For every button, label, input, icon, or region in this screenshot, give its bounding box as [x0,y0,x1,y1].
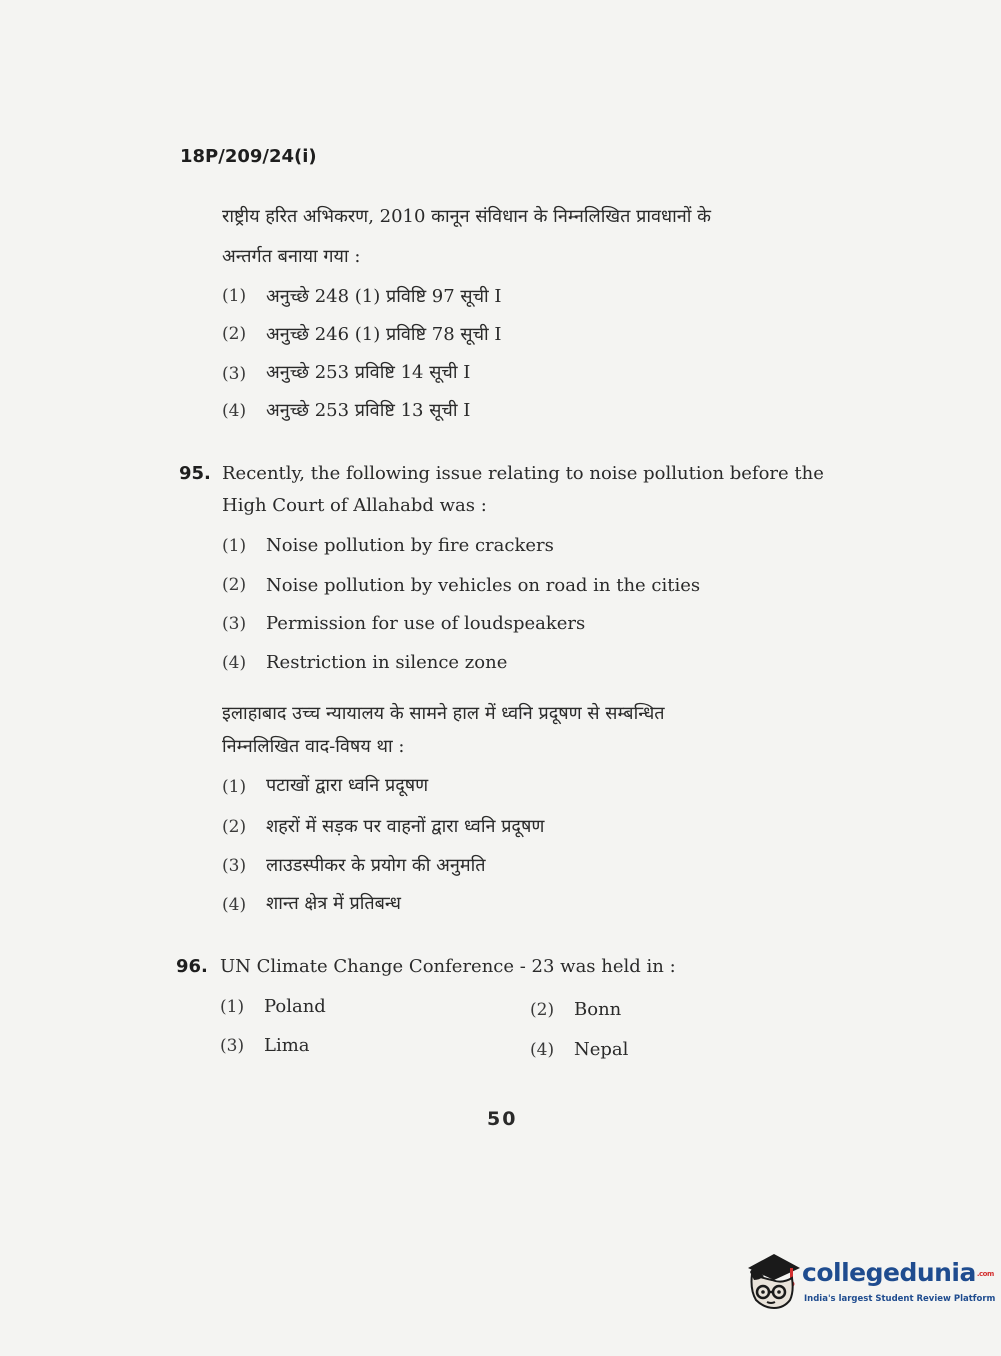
q96-opt4-num: (4) [530,1040,555,1060]
q96-opt1-num: (1) [220,997,245,1017]
q95-hindi-opt1-text: पटाखों द्वारा ध्वनि प्रदूषण [266,775,429,796]
q95-opt4-num: (4) [222,653,247,673]
q96-opt4-text: Nepal [574,1039,629,1060]
q95-opt3-text: Permission for use of loudspeakers [266,613,586,634]
brand-suffix: .com [976,1270,994,1278]
q94-opt3-num: (3) [222,364,247,384]
q95-hindi-opt2-num: (2) [222,817,247,837]
q94-hindi-line2: अन्तर्गत बनाया गया : [222,246,361,267]
q96-opt2-num: (2) [530,1000,555,1020]
q96-opt3-num: (3) [220,1036,245,1056]
mascot-icon [742,1250,804,1312]
q95-opt3-num: (3) [222,614,247,634]
q95-number: 95. [179,463,211,484]
paper-code: 18P/209/24(i) [180,146,317,167]
q94-opt1-text: अनुच्छे 248 (1) प्रविष्टि 97 सूची I [266,286,502,307]
page-number: 50 [487,1108,518,1130]
q95-opt1-text: Noise pollution by fire crackers [266,535,554,556]
q95-hindi-opt1-num: (1) [222,777,247,797]
q95-opt4-text: Restriction in silence zone [266,652,508,673]
q95-hindi-opt4-text: शान्त क्षेत्र में प्रतिबन्ध [266,893,401,914]
q96-opt2-text: Bonn [574,999,622,1020]
q95-hindi-opt3-text: लाउडस्पीकर के प्रयोग की अनुमति [266,855,486,876]
q95-hindi-opt2-text: शहरों में सड़क पर वाहनों द्वारा ध्वनि प्रदूषण [266,816,545,837]
q95-hindi-opt4-num: (4) [222,895,247,915]
q96-number: 96. [176,956,208,977]
q95-line2: High Court of Allahabd was : [222,495,487,516]
q94-opt2-num: (2) [222,324,247,344]
q96-line1: UN Climate Change Conference - 23 was held in : [220,956,676,977]
q94-hindi-line1: राष्ट्रीय हरित अभिकरण, 2010 कानून संविधान के निम्नलिखित प्रावधानों के [222,206,711,227]
q95-opt1-num: (1) [222,536,247,556]
q94-opt4-num: (4) [222,401,247,421]
q96-opt1-text: Poland [264,996,326,1017]
q96-opt3-text: Lima [264,1035,310,1056]
q95-hindi-line1: इलाहाबाद उच्च न्यायालय के सामने हाल में ध्वनि प्रदूषण से सम्बन्धित [222,703,665,724]
q94-opt4-text: अनुच्छे 253 प्रविष्टि 13 सूची I [266,400,471,421]
q94-opt1-num: (1) [222,286,247,306]
q95-hindi-line2: निम्नलिखित वाद-विषय था : [222,736,405,757]
collegedunia-watermark [742,1250,996,1320]
q95-line1: Recently, the following issue relating to noise pollution before the [222,463,824,484]
brand-name [802,1258,994,1287]
q95-opt2-num: (2) [222,575,247,595]
brand-tagline: India's largest Student Review Platform [804,1294,996,1304]
q95-opt2-text: Noise pollution by vehicles on road in the cities [266,575,701,596]
q95-hindi-opt3-num: (3) [222,856,247,876]
q94-opt2-text: अनुच्छे 246 (1) प्रविष्टि 78 सूची I [266,324,502,345]
brand-wordmark: collegedunia [802,1258,976,1287]
q94-opt3-text: अनुच्छे 253 प्रविष्टि 14 सूची I [266,362,471,383]
